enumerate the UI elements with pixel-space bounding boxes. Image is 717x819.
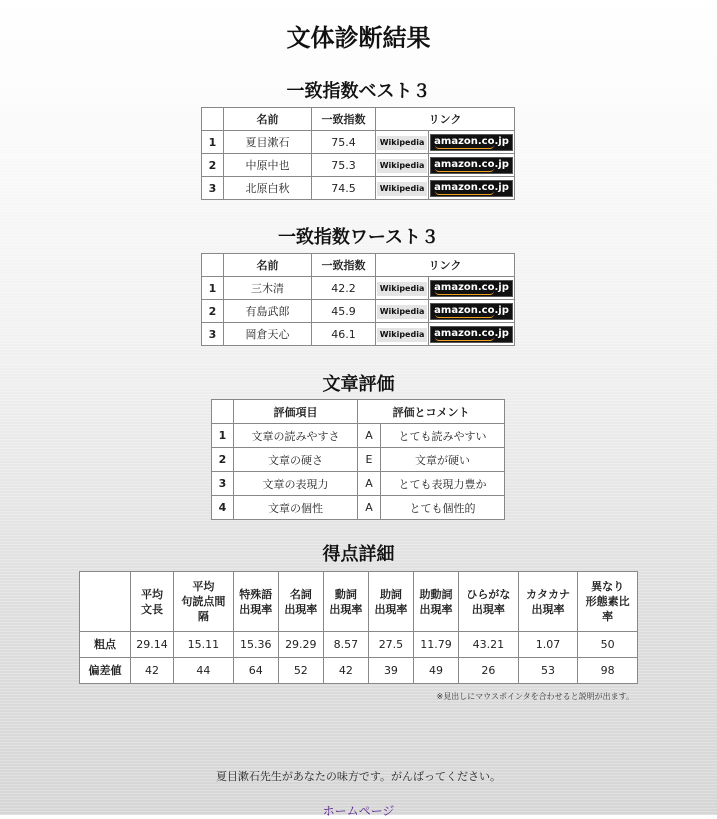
wikipedia-link[interactable]: Wikipedia [377, 328, 428, 342]
evaluation-section-title: 文章評価 [322, 374, 395, 395]
score-value: 49 [413, 658, 458, 684]
score-column-header[interactable] [459, 572, 519, 632]
worst-section-title: 一致指数ワースト３ [277, 227, 440, 248]
amazon-smile-icon [435, 145, 494, 149]
table-row [202, 323, 515, 346]
score-column-header[interactable] [174, 572, 234, 632]
wikipedia-link[interactable]: Wikipedia [377, 305, 428, 319]
amazon-cell [429, 300, 515, 323]
evaluation-grade: A [358, 424, 381, 448]
score-column-header-line: 出現率 [284, 602, 318, 616]
wikipedia-cell [376, 277, 429, 300]
score-column-header-line: 助詞 [379, 587, 402, 601]
amazon-link[interactable] [430, 134, 513, 151]
table-row [202, 277, 515, 300]
table-row [212, 448, 505, 472]
match-score: 46.1 [312, 323, 376, 346]
table-row [212, 496, 505, 520]
match-score: 42.2 [312, 277, 376, 300]
score-value: 27.5 [368, 632, 413, 658]
score-column-header-line: 助動詞 [419, 587, 453, 601]
score-column-header-line: 出現率 [471, 602, 505, 616]
score-column-header[interactable] [278, 572, 323, 632]
score-value: 39 [368, 658, 413, 684]
rank-cell: 3 [212, 472, 234, 496]
score-column-header[interactable] [518, 572, 578, 632]
score-value: 52 [278, 658, 323, 684]
rank-cell: 1 [202, 277, 224, 300]
amazon-link[interactable] [430, 280, 513, 297]
wikipedia-cell [376, 177, 429, 200]
score-column-header[interactable] [578, 572, 638, 632]
author-name: 中原中也 [224, 154, 312, 177]
score-value: 1.07 [518, 632, 578, 658]
rank-header-cell [202, 254, 224, 277]
author-name: 夏目漱石 [224, 131, 312, 154]
amazon-smile-icon [435, 168, 494, 172]
score-column-header[interactable] [323, 572, 368, 632]
link-header: リンク [376, 254, 515, 277]
rank-cell: 4 [212, 496, 234, 520]
wikipedia-link[interactable]: Wikipedia [377, 282, 428, 296]
table-row [202, 300, 515, 323]
table-row [212, 472, 505, 496]
score-value: 42 [131, 658, 174, 684]
score-column-header-line: 出現率 [419, 602, 453, 616]
author-name: 有島武郎 [224, 300, 312, 323]
evaluation-table-header [212, 400, 505, 424]
match-score: 45.9 [312, 300, 376, 323]
match-score: 74.5 [312, 177, 376, 200]
rank-cell: 3 [202, 323, 224, 346]
score-column-header-line: 異なり [591, 580, 625, 593]
table-row [202, 154, 515, 177]
item-header: 評価項目 [234, 400, 358, 424]
match-score: 75.4 [312, 131, 376, 154]
score-value: 29.29 [278, 632, 323, 658]
rank-cell: 2 [202, 154, 224, 177]
table-row [212, 424, 505, 448]
rank-header-cell [202, 108, 224, 131]
score-column-header[interactable] [368, 572, 413, 632]
score-value: 50 [578, 632, 638, 658]
wikipedia-cell [376, 131, 429, 154]
score-column-header-line: 形態素比 [585, 595, 630, 608]
scores-table-header [80, 572, 638, 632]
amazon-logo-text: amazon.co.jp [434, 281, 509, 293]
evaluation-item: 文章の個性 [234, 496, 358, 520]
amazon-cell [429, 154, 515, 177]
evaluation-grade: A [358, 496, 381, 520]
rank-cell: 2 [212, 448, 234, 472]
best-table-header [202, 108, 515, 131]
amazon-link[interactable] [430, 180, 513, 197]
score-value: 53 [518, 658, 578, 684]
amazon-logo-text: amazon.co.jp [434, 327, 509, 339]
evaluation-table [211, 399, 505, 520]
score-column-header-line: 文長 [141, 602, 164, 616]
comment-header: 評価とコメント [358, 400, 505, 424]
wikipedia-link[interactable]: Wikipedia [377, 182, 428, 196]
evaluation-grade: E [358, 448, 381, 472]
worst-table [201, 253, 515, 346]
best-table [201, 107, 515, 200]
amazon-smile-icon [435, 191, 494, 195]
evaluation-item: 文章の硬さ [234, 448, 358, 472]
rank-header-cell [212, 400, 234, 424]
evaluation-comment: とても表現力豊か [381, 472, 505, 496]
rank-cell: 1 [212, 424, 234, 448]
table-row [202, 177, 515, 200]
score-column-header-line: 出現率 [374, 602, 408, 616]
amazon-cell [429, 131, 515, 154]
evaluation-comment: とても読みやすい [381, 424, 505, 448]
score-column-header[interactable] [413, 572, 458, 632]
evaluation-comment: とても個性的 [381, 496, 505, 520]
name-header: 名前 [224, 108, 312, 131]
encouragement-message: 夏目漱石先生があなたの味方です。がんばってください。 [215, 770, 502, 783]
score-header: 一致指数 [312, 108, 376, 131]
amazon-smile-icon [435, 291, 494, 295]
author-name: 北原白秋 [224, 177, 312, 200]
table-row [80, 658, 638, 684]
amazon-cell [429, 323, 515, 346]
score-column-header-line: カタカナ [525, 587, 570, 601]
score-value: 64 [233, 658, 278, 684]
table-row [80, 632, 638, 658]
evaluation-item: 文章の表現力 [234, 472, 358, 496]
score-value: 98 [578, 658, 638, 684]
score-value: 44 [174, 658, 234, 684]
amazon-logo-text: amazon.co.jp [434, 181, 509, 193]
homepage-link[interactable]: ホームページ [322, 804, 395, 818]
score-column-header-line: 出現率 [329, 602, 363, 616]
score-header: 一致指数 [312, 254, 376, 277]
score-value: 43.21 [459, 632, 519, 658]
rank-cell: 3 [202, 177, 224, 200]
row-label: 偏差値 [80, 658, 131, 684]
evaluation-comment: 文章が硬い [381, 448, 505, 472]
score-column-header-line: 句読点間 [181, 595, 226, 608]
score-value: 29.14 [131, 632, 174, 658]
score-column-header-line: 名詞 [289, 587, 312, 601]
score-column-header-line: 平均 [141, 587, 164, 601]
wikipedia-link[interactable]: Wikipedia [377, 136, 428, 150]
score-column-header-line: 平均 [192, 580, 215, 593]
evaluation-item: 文章の読みやすさ [234, 424, 358, 448]
amazon-logo-text: amazon.co.jp [434, 158, 509, 170]
scores-section-title: 得点詳細 [322, 544, 395, 565]
amazon-cell [429, 277, 515, 300]
amazon-link[interactable] [430, 303, 513, 320]
score-value: 11.79 [413, 632, 458, 658]
score-column-header[interactable] [233, 572, 278, 632]
amazon-link[interactable] [430, 157, 513, 174]
name-header: 名前 [224, 254, 312, 277]
wikipedia-cell [376, 154, 429, 177]
row-label-header-cell [80, 572, 131, 632]
row-label: 粗点 [80, 632, 131, 658]
rank-cell: 1 [202, 131, 224, 154]
score-column-header-line: 出現率 [531, 602, 565, 616]
author-name: 岡倉天心 [224, 323, 312, 346]
evaluation-grade: A [358, 472, 381, 496]
match-score: 75.3 [312, 154, 376, 177]
link-header: リンク [376, 108, 515, 131]
score-value: 26 [459, 658, 519, 684]
amazon-cell [429, 177, 515, 200]
wikipedia-cell [376, 323, 429, 346]
page-title: 文体診断結果 [286, 24, 431, 52]
score-column-header[interactable] [131, 572, 174, 632]
scores-table [79, 571, 638, 684]
score-value: 15.36 [233, 632, 278, 658]
author-name: 三木清 [224, 277, 312, 300]
score-column-header-line: 出現率 [239, 602, 273, 616]
worst-table-header [202, 254, 515, 277]
score-column-header-line: 隔 [197, 610, 209, 623]
wikipedia-cell [376, 300, 429, 323]
amazon-link[interactable] [430, 326, 513, 343]
score-column-header-line: 率 [602, 610, 614, 623]
amazon-logo-text: amazon.co.jp [434, 304, 509, 316]
amazon-smile-icon [435, 337, 494, 341]
score-column-header-line: 特殊語 [239, 587, 273, 601]
score-column-header-line: ひらがな [466, 587, 511, 601]
wikipedia-link[interactable]: Wikipedia [377, 159, 428, 173]
score-column-header-line: 動詞 [334, 587, 357, 601]
score-value: 8.57 [323, 632, 368, 658]
table-row [202, 131, 515, 154]
best-section-title: 一致指数ベスト３ [286, 81, 431, 102]
score-value: 15.11 [174, 632, 234, 658]
amazon-smile-icon [435, 314, 494, 318]
amazon-logo-text: amazon.co.jp [434, 135, 509, 147]
score-value: 42 [323, 658, 368, 684]
hover-hint-note: ※見出しにマウスポインタを合わせると説明が出ます。 [436, 692, 634, 701]
rank-cell: 2 [202, 300, 224, 323]
